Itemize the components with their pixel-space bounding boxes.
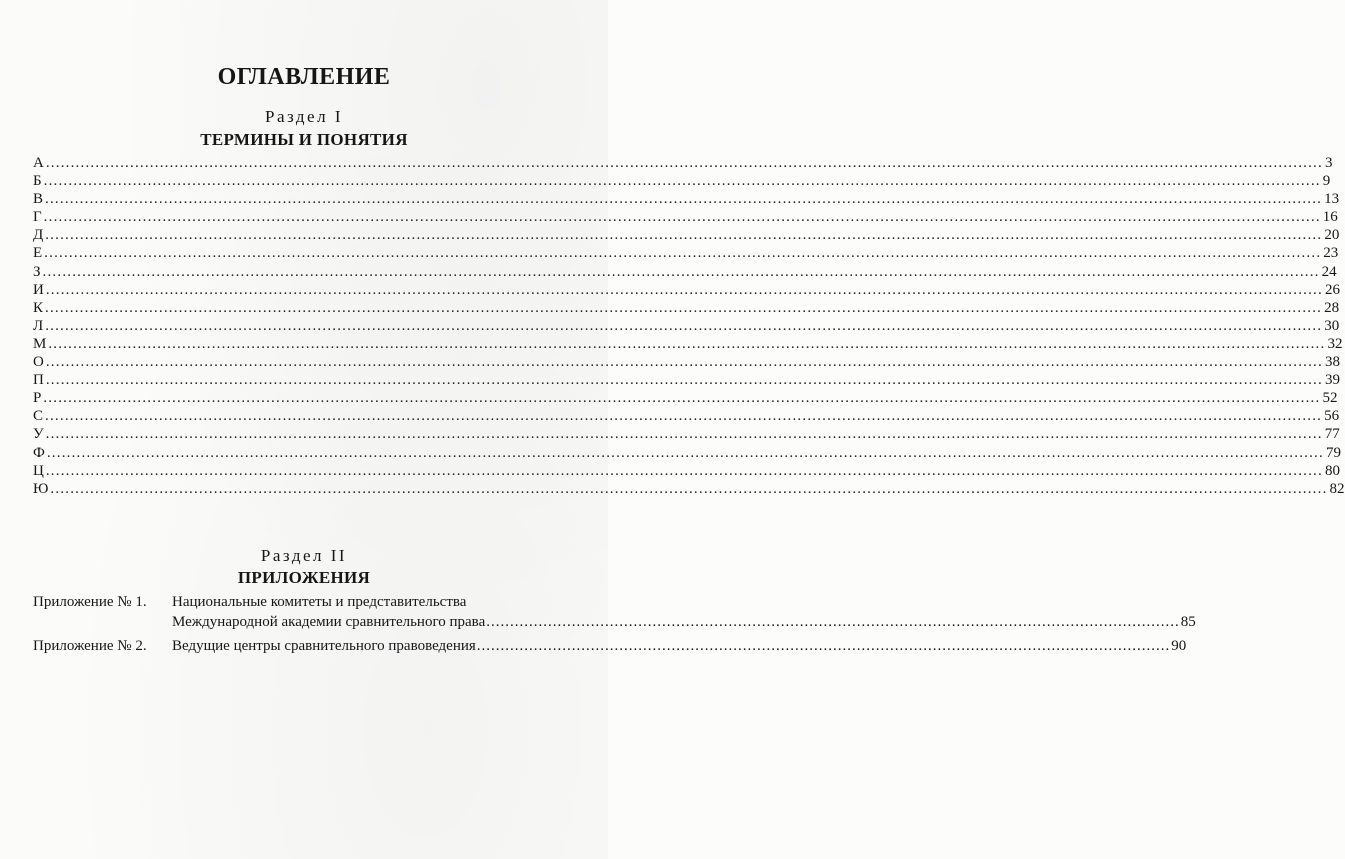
appendix-title-line: Ведущие центры сравнительного правоведения xyxy=(172,638,476,654)
toc-entry xyxy=(33,154,1333,172)
toc-page-number: 32 xyxy=(1327,335,1343,352)
toc-letter: З xyxy=(33,263,41,280)
appendix-page-number: 85 xyxy=(1180,614,1196,630)
toc-page-number: 52 xyxy=(1322,390,1338,407)
toc-letter: Е xyxy=(33,245,43,262)
toc-entry xyxy=(33,226,1340,244)
toc-entry xyxy=(33,208,1338,226)
toc-letter: Ц xyxy=(33,462,44,479)
toc-entry xyxy=(33,172,1331,190)
toc-page-number: 24 xyxy=(1321,263,1337,280)
dot-leader xyxy=(43,263,1320,281)
appendix-2-entry xyxy=(33,636,1187,656)
toc-entry xyxy=(33,389,1338,407)
toc-entry xyxy=(33,335,1343,353)
dot-leader xyxy=(48,335,1325,353)
toc-entry xyxy=(33,263,1337,281)
section-1-label: Раздел I xyxy=(265,107,343,126)
toc-page-number: 28 xyxy=(1324,299,1340,316)
toc-entry xyxy=(33,299,1340,317)
toc-page-number: 30 xyxy=(1324,317,1340,334)
toc-page-number: 82 xyxy=(1329,480,1345,497)
toc-page-number: 16 xyxy=(1322,209,1338,226)
toc-page-number: 38 xyxy=(1324,354,1340,371)
toc-entry xyxy=(33,407,1340,425)
toc-letter: Б xyxy=(33,173,42,190)
toc-letter: С xyxy=(33,408,44,425)
dot-leader xyxy=(47,444,1324,462)
appendix-number: Приложение № 1. xyxy=(33,594,147,610)
appendix-1-entry xyxy=(33,592,1196,632)
toc-letter: В xyxy=(33,191,44,208)
toc-letter: О xyxy=(33,354,44,371)
toc-entry xyxy=(33,353,1340,371)
dot-leader xyxy=(45,317,1322,335)
dot-leader xyxy=(46,371,1323,389)
dot-leader xyxy=(486,612,1180,632)
toc-page-number: 79 xyxy=(1325,444,1341,461)
toc-letter: Ф xyxy=(33,444,45,461)
toc-letter: Ю xyxy=(33,480,49,497)
toc-letter: Д xyxy=(33,227,44,244)
section-1-title: ТЕРМИНЫ И ПОНЯТИЯ xyxy=(200,130,408,149)
dot-leader xyxy=(45,299,1322,317)
toc-entry xyxy=(33,444,1341,462)
toc-letter: П xyxy=(33,372,44,389)
toc-entry xyxy=(33,244,1339,262)
toc-page-number: 23 xyxy=(1323,245,1339,262)
toc-page-number: 39 xyxy=(1324,372,1340,389)
terms-index-list xyxy=(33,154,1345,498)
toc-letter: А xyxy=(33,155,44,171)
dot-leader xyxy=(44,244,1321,262)
toc-letter: Г xyxy=(33,209,42,226)
section-2-label: Раздел II xyxy=(260,546,348,565)
contents-title: ОГЛАВЛЕНИЕ xyxy=(217,64,391,90)
appendix-number: Приложение № 2. xyxy=(33,638,147,654)
dot-leader xyxy=(44,172,1321,190)
section-2-title: ПРИЛОЖЕНИЯ xyxy=(237,568,371,587)
toc-entry xyxy=(33,190,1340,208)
appendix-title-line: Международной академии сравнительного права xyxy=(172,614,486,630)
appendix-page-number: 90 xyxy=(1171,638,1187,654)
appendix-title-line: Национальные комитеты и представительства xyxy=(172,594,467,610)
toc-entry xyxy=(33,462,1340,480)
dot-leader xyxy=(46,353,1323,371)
dot-leader xyxy=(477,636,1171,656)
toc-entry xyxy=(33,480,1345,498)
dot-leader xyxy=(46,462,1323,480)
toc-letter: И xyxy=(33,281,44,298)
dot-leader xyxy=(46,425,1323,443)
toc-letter: К xyxy=(33,299,44,316)
toc-entry xyxy=(33,425,1340,443)
toc-page-number: 56 xyxy=(1324,408,1340,425)
toc-page-number: 3 xyxy=(1324,155,1333,171)
toc-entry xyxy=(33,281,1340,299)
toc-page-number: 80 xyxy=(1324,462,1340,479)
dot-leader xyxy=(46,154,1323,172)
toc-page-number: 77 xyxy=(1324,426,1340,443)
dot-leader xyxy=(43,389,1320,407)
toc-entry xyxy=(33,371,1340,389)
toc-letter: Л xyxy=(33,317,44,334)
dot-leader xyxy=(46,281,1323,299)
dot-leader xyxy=(50,480,1327,498)
toc-page-number: 26 xyxy=(1324,281,1340,298)
dot-leader xyxy=(45,407,1322,425)
dot-leader xyxy=(45,190,1322,208)
toc-page-number: 9 xyxy=(1322,173,1331,190)
toc-letter: У xyxy=(33,426,44,443)
toc-page-number: 13 xyxy=(1324,191,1340,208)
toc-letter: Р xyxy=(33,390,42,407)
dot-leader xyxy=(45,226,1322,244)
toc-page-number: 20 xyxy=(1324,227,1340,244)
toc-letter: М xyxy=(33,335,47,352)
toc-entry xyxy=(33,317,1340,335)
dot-leader xyxy=(44,208,1321,226)
